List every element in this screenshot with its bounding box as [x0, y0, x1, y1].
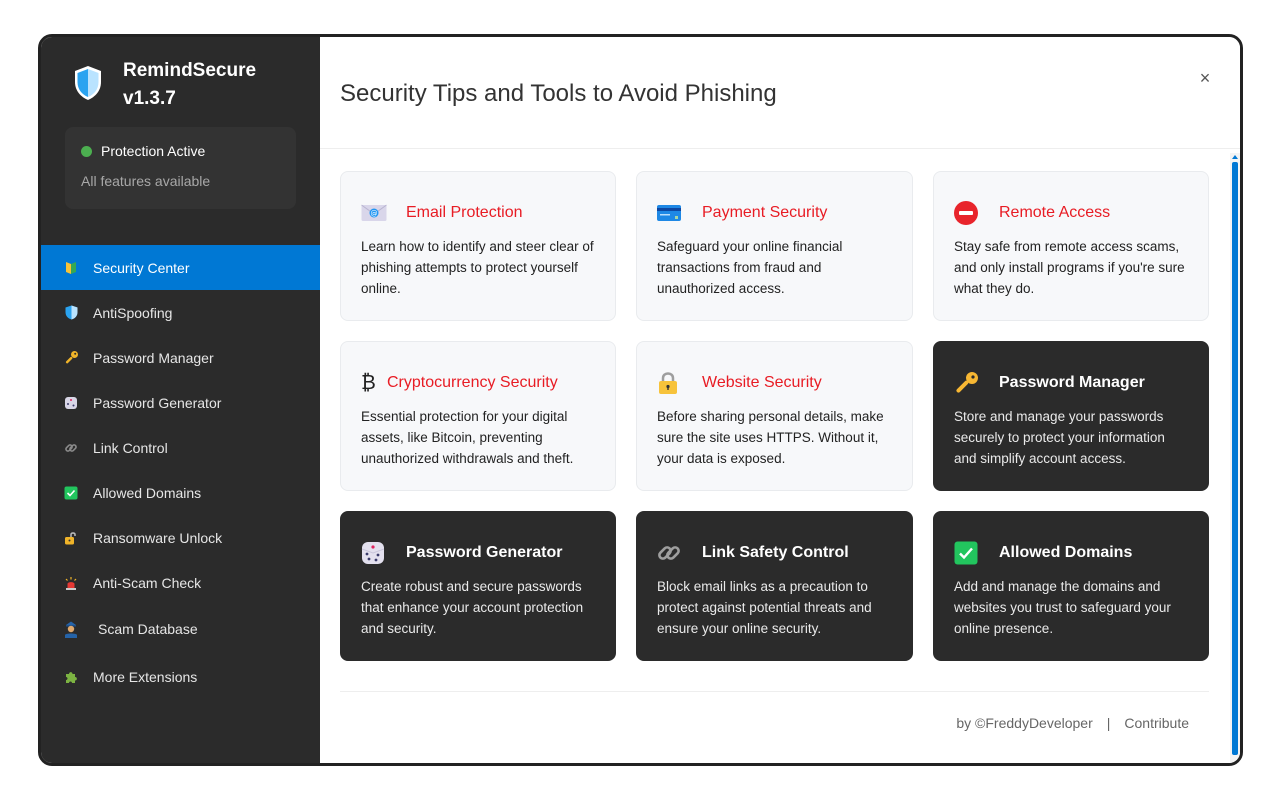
card-website-security[interactable]: [636, 341, 913, 491]
card-title: Link Safety Control: [702, 544, 849, 561]
key-icon: [63, 350, 79, 366]
protection-status-card: [65, 127, 296, 209]
card-password-manager[interactable]: [933, 341, 1209, 491]
scroll-up-arrow-icon[interactable]: [1232, 155, 1238, 159]
card-description: Essential protection for your digital assets, like Bitcoin, preventing unauthorized withdrawals and theft.: [361, 409, 574, 466]
sidebar-nav: [41, 245, 320, 701]
sidebar-item-password-manager[interactable]: [41, 335, 320, 380]
email-icon: [361, 202, 387, 224]
scroll-thumb[interactable]: [1232, 162, 1238, 755]
card-payment-security[interactable]: [636, 171, 913, 321]
vertical-scrollbar[interactable]: [1230, 153, 1240, 763]
card-link-safety-control[interactable]: [636, 511, 913, 661]
developer-credit: by ©FreddyDeveloper: [956, 715, 1093, 731]
dice-icon: [63, 395, 79, 411]
sidebar-item-label: Anti-Scam Check: [93, 574, 202, 591]
app-version: v1.3.7: [123, 88, 176, 109]
shield-logo-icon: [73, 65, 103, 101]
app-window: [38, 34, 1243, 766]
shield-icon: [63, 305, 79, 321]
lock-icon: [657, 372, 683, 394]
beginner-shield-icon: [63, 260, 79, 276]
card-cryptocurrency-security[interactable]: [340, 341, 616, 491]
card-description: Before sharing personal details, make sure the site uses HTTPS. Without it, your data is exposed.: [657, 409, 884, 466]
sidebar-item-label: Scam Database: [98, 621, 198, 637]
footer-divider: [340, 691, 1209, 692]
sidebar-item-label: Ransomware Unlock: [93, 529, 223, 546]
card-password-generator[interactable]: [340, 511, 616, 661]
card-description: Store and manage your passwords securely to protect your information and simplify account access.: [954, 409, 1165, 466]
sidebar-item-label: More Extensions: [93, 669, 198, 685]
sidebar-item-scam-database[interactable]: [41, 605, 320, 653]
card-email-protection[interactable]: [340, 171, 616, 321]
main-panel: [320, 37, 1240, 763]
sidebar-item-label: Link Control: [93, 439, 168, 456]
sidebar-item-link-control[interactable]: [41, 425, 320, 470]
card-title: Cryptocurrency Security: [387, 374, 558, 391]
sidebar-item-label: Password Manager: [93, 349, 214, 366]
sidebar-item-anti-scam-check[interactable]: [41, 560, 320, 605]
card-description: Safeguard your online financial transactions from fraud and unauthorized access.: [657, 239, 843, 296]
card-description: Learn how to identify and steer clear of phishing attempts to protect yourself online.: [361, 239, 594, 296]
close-icon: ×: [1199, 68, 1211, 88]
dice-icon: [361, 542, 387, 564]
status-label: Protection Active: [101, 143, 206, 159]
card-title: Allowed Domains: [999, 544, 1133, 561]
footer-separator: |: [1106, 715, 1111, 731]
sidebar: [41, 37, 320, 763]
close-button[interactable]: [1194, 67, 1216, 89]
sidebar-item-security-center[interactable]: [41, 245, 320, 290]
sidebar-item-antispoofing[interactable]: [41, 290, 320, 335]
siren-icon: [63, 575, 79, 591]
footer: [956, 715, 1189, 731]
key-icon: [954, 372, 980, 394]
unlock-icon: [63, 530, 79, 546]
sidebar-item-allowed-domains[interactable]: [41, 470, 320, 515]
check-box-icon: [954, 542, 980, 564]
puzzle-icon: [63, 669, 79, 685]
card-title: Password Manager: [999, 374, 1145, 391]
feature-card-grid: [340, 171, 1209, 661]
status-dot-icon: [81, 146, 92, 157]
card-title: Remote Access: [999, 204, 1111, 221]
card-title: Email Protection: [406, 204, 523, 221]
page-title: Security Tips and Tools to Avoid Phishing: [340, 80, 777, 107]
header: [320, 37, 1240, 149]
card-description: Create robust and secure passwords that enhance your account protection and security.: [361, 579, 584, 636]
sidebar-item-label: Security Center: [93, 259, 190, 276]
svg-text:@: @: [370, 209, 378, 218]
sidebar-item-label: AntiSpoofing: [93, 304, 173, 321]
police-officer-icon: [63, 621, 79, 637]
contribute-link[interactable]: Contribute: [1124, 715, 1189, 731]
card-description: Add and manage the domains and websites you trust to safeguard your online presence.: [954, 579, 1171, 636]
status-subtext: All features available: [81, 173, 211, 189]
bitcoin-icon: ₿: [361, 371, 376, 394]
sidebar-item-more-extensions[interactable]: [41, 653, 320, 701]
app-name: RemindSecure: [123, 60, 257, 81]
sidebar-item-label: Password Generator: [93, 394, 222, 411]
credit-card-icon: [657, 202, 683, 224]
check-box-icon: [63, 485, 79, 501]
card-title: Payment Security: [702, 204, 828, 221]
sidebar-item-ransomware-unlock[interactable]: [41, 515, 320, 560]
card-remote-access[interactable]: [933, 171, 1209, 321]
link-icon: [63, 440, 79, 456]
card-title: Website Security: [702, 374, 822, 391]
link-icon: [657, 542, 683, 564]
card-description: Block email links as a precaution to protect against potential threats and ensure your online security.: [657, 579, 872, 636]
sidebar-item-label: Allowed Domains: [93, 484, 202, 501]
sidebar-item-password-generator[interactable]: [41, 380, 320, 425]
card-allowed-domains[interactable]: [933, 511, 1209, 661]
card-title: Password Generator: [406, 544, 563, 561]
no-entry-icon: [954, 202, 980, 224]
brand: [41, 37, 320, 127]
card-description: Stay safe from remote access scams, and only install programs if you're sure what they do.: [954, 239, 1185, 296]
